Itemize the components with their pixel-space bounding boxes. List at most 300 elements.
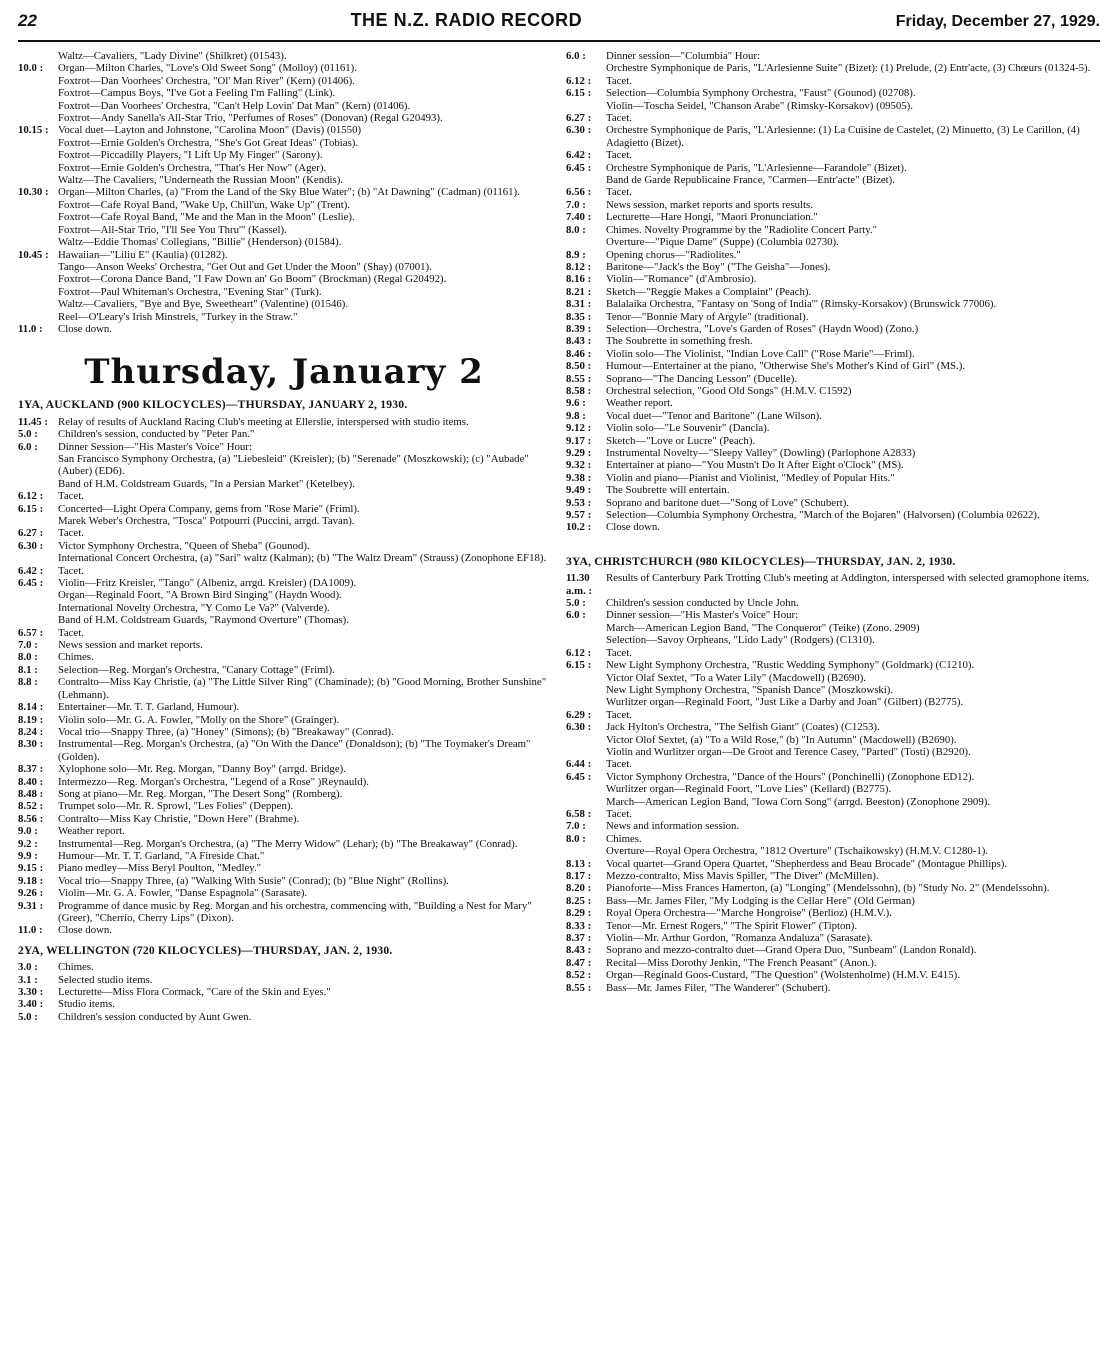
entry-time: 8.52 : — [566, 969, 592, 982]
programme-entry — [566, 944, 1098, 956]
entry-line: Baritone—"Jack's the Boy" ("The Geisha"—Jones). — [606, 260, 831, 273]
entry-time: 6.0 : — [566, 50, 586, 62]
entry-text — [58, 862, 550, 874]
entry-line: Foxtrot—Ernie Golden's Orchestra, "That's Her Now" (Ager). — [58, 161, 327, 174]
entry-text — [606, 447, 1098, 459]
entry-time: 6.27 : — [566, 112, 592, 125]
entry-text — [606, 459, 1098, 471]
entry-time: 9.17 : — [566, 434, 592, 447]
entry-text — [58, 974, 550, 986]
programme-entry — [18, 714, 550, 726]
entry-line: Opening chorus—"Radiolites." — [606, 248, 741, 261]
entry-line: Violin solo—"Le Souvenir" (Dancla). — [606, 422, 770, 435]
entry-time: 11.30 a.m. : — [566, 572, 593, 597]
entry-time: 6.30 : — [566, 124, 592, 137]
programme-entry — [566, 771, 1098, 808]
entry-time: 9.32 : — [566, 459, 592, 472]
entry-line: Tango—Anson Weeks' Orchestra, "Get Out and Get Under the Moon" (Shay) (07001). — [58, 260, 432, 273]
entry-line: International Novelty Orchestra, "Y Como Le Va?" (Valverde). — [58, 601, 330, 614]
programme-list — [566, 50, 1098, 534]
entry-line: Dinner session—"Columbia" Hour: — [606, 50, 760, 62]
entry-time: 3.1 : — [18, 973, 38, 986]
entry-time: 9.31 : — [18, 899, 44, 912]
entry-text — [606, 709, 1098, 721]
issue-date: Friday, December 27, 1929. — [895, 13, 1100, 30]
entry-line: Tacet. — [58, 564, 84, 577]
entry-time: 8.50 : — [566, 360, 592, 373]
entry-line: Chimes. — [58, 961, 94, 974]
entry-line: Violin—Mr. Arthur Gordon, "Romanza Andaluza" (Sarasate). — [606, 932, 873, 945]
header-rule — [18, 40, 1100, 42]
entry-time: 8.46 : — [566, 347, 592, 360]
entry-line: Waltz—The Cavaliers, "Underneath the Russian Moon" (Kendis). — [58, 174, 343, 187]
entry-line: International Concert Orchestra, (a) "Sari" waltz (Kalman); (b) "The Waltz Dream" (Strauss) (Zonophone EF18). — [58, 552, 547, 565]
entry-text — [606, 273, 1098, 285]
programme-entry — [566, 435, 1098, 447]
programme-entry — [566, 870, 1098, 882]
entry-line: Tacet. — [606, 758, 632, 771]
entry-time: 8.14 : — [18, 701, 44, 714]
entry-time: 7.0 : — [566, 198, 586, 211]
entry-time: 10.0 : — [18, 62, 44, 75]
entry-line: Waltz—Cavaliers, "Lady Divine" (Shilkret) (01543). — [58, 50, 287, 62]
entry-time: 8.43 : — [566, 335, 592, 348]
programme-entry — [566, 124, 1098, 149]
entry-text — [606, 335, 1098, 347]
programme-entry — [18, 788, 550, 800]
entry-line: Foxtrot—Paul Whiteman's Orchestra, "Evening Star" (Turk). — [58, 285, 322, 298]
entry-text — [606, 211, 1098, 223]
entry-time: 9.49 : — [566, 484, 592, 497]
entry-time: 8.0 : — [566, 832, 586, 845]
entry-text — [606, 758, 1098, 770]
entry-text — [58, 875, 550, 887]
entry-time: 8.52 : — [18, 800, 44, 813]
entry-line: Dinner session—"His Master's Voice" Hour: — [606, 609, 799, 622]
programme-entry — [18, 490, 550, 502]
programme-entry — [18, 416, 550, 428]
entry-time: 9.9 : — [18, 849, 38, 862]
entry-text — [606, 932, 1098, 944]
entry-line: The Soubrette will entertain. — [606, 484, 730, 497]
entry-time: 10.45 : — [18, 248, 49, 261]
entry-line: Vocal duet—"Tenor and Baritone" (Lane Wilson). — [606, 409, 822, 422]
programme-entry — [18, 639, 550, 651]
entry-line: Close down. — [58, 924, 112, 937]
entry-time: 6.27 : — [18, 527, 44, 540]
programme-entry — [566, 721, 1098, 758]
programme-entry — [18, 763, 550, 775]
entry-text — [58, 763, 550, 775]
left-column — [18, 50, 550, 1023]
entry-line: The Soubrette in something fresh. — [606, 335, 753, 348]
entry-line: New Light Symphony Orchestra, "Rustic Wedding Symphony" (Goldmark) (C1210). — [606, 659, 975, 672]
programme-entry — [18, 577, 550, 627]
programme-entry — [18, 62, 550, 124]
columns — [18, 50, 1100, 1023]
entry-line: Vocal trio—Snappy Three, (a) "Honey" (Simons); (b) "Breakaway" (Conrad). — [58, 725, 394, 738]
entry-text — [606, 509, 1098, 521]
entry-line: Intermezzo—Reg. Morgan's Orchestra, "Legend of a Rose" )Reynauld). — [58, 775, 369, 788]
entry-line: New Light Symphony Orchestra, "Spanish Dance" (Moszkowski). — [606, 683, 894, 696]
entry-line: Foxtrot—Campus Boys, "I've Got a Feeling I'm Falling" (Link). — [58, 87, 336, 100]
entry-line: Instrumental Novelty—"Sleepy Valley" (Dowling) (Parlophone A2833) — [606, 447, 916, 459]
entry-line: Violin—"Romance" (d'Ambrosio). — [606, 273, 757, 286]
entry-line: Victor Symphony Orchestra, "Queen of Sheba" (Gounod). — [58, 539, 310, 552]
entry-line: Tacet. — [58, 490, 84, 503]
entry-text — [58, 577, 550, 627]
programme-entry — [18, 676, 550, 701]
entry-text — [58, 776, 550, 788]
entry-line: Close down. — [58, 322, 112, 335]
entry-text — [58, 664, 550, 676]
entry-text — [606, 186, 1098, 198]
programme-entry — [566, 50, 1098, 75]
entry-text — [58, 441, 550, 491]
entry-time: 6.56 : — [566, 186, 592, 199]
entry-time: 8.8 : — [18, 676, 38, 689]
entry-line: Violin solo—The Violinist, "Indian Love Call" ("Rose Marie"—Friml). — [606, 347, 915, 360]
entry-time: 8.37 : — [18, 763, 44, 776]
entry-time: 6.45 : — [566, 770, 592, 783]
entry-line: Foxtrot—Corona Dance Band, "I Faw Down an' Go Boom" (Brockman) (Regal G20492). — [58, 273, 447, 286]
entry-text — [58, 726, 550, 738]
programme-entry — [18, 701, 550, 713]
programme-entry — [566, 385, 1098, 397]
programme-entry — [566, 286, 1098, 298]
entry-line: Soprano and mezzo-contralto duet—Grand Opera Duo, "Sunbeam" (Landon Ronald). — [606, 944, 977, 957]
entry-text — [606, 249, 1098, 261]
entry-line: Tacet. — [606, 708, 632, 721]
entry-line: Recital—Miss Dorothy Jenkin, "The French Peasant" (Anon.). — [606, 956, 877, 969]
entry-line: Selected studio items. — [58, 973, 153, 986]
entry-time: 5.0 : — [18, 428, 38, 441]
entry-time: 6.29 : — [566, 708, 592, 721]
programme-entry — [566, 907, 1098, 919]
entry-text — [606, 982, 1098, 994]
entry-line: Band de Garde Republicaine France, "Carmen—Entr'acte" (Bizet). — [606, 174, 895, 187]
entry-line: Vocal duet—Layton and Johnstone, "Carolina Moon" (Davis) (01550) — [58, 124, 362, 137]
programme-entry — [566, 484, 1098, 496]
programme-entry — [18, 986, 550, 998]
entry-time: 6.0 : — [566, 609, 586, 622]
entry-text — [606, 647, 1098, 659]
programme-entry — [566, 758, 1098, 770]
programme-entry — [566, 162, 1098, 187]
entry-text — [606, 659, 1098, 709]
entry-text — [606, 771, 1098, 808]
entry-text — [606, 422, 1098, 434]
entry-line: Contralto—Miss Kay Christie, "Down Here" (Brahme). — [58, 812, 300, 825]
entry-line: Song at piano—Mr. Reg. Morgan, "The Desert Song" (Romberg). — [58, 787, 343, 800]
programme-entry — [566, 969, 1098, 981]
entry-text — [606, 969, 1098, 981]
entry-time: 11.45 : — [18, 415, 48, 428]
programme-entry — [18, 627, 550, 639]
entry-line: Tacet. — [606, 74, 632, 87]
entry-text — [606, 895, 1098, 907]
entry-line: Bass—Mr. James Filer, "The Wanderer" (Schubert). — [606, 981, 831, 994]
programme-entry — [566, 211, 1098, 223]
entry-line: Orchestre Symphonique de Paris, "L'Arlesienne: (1) La Cuisine de Castelet, (2) Minuetto, (3) Le Carillon, (4) Adagietto (Bizet). — [606, 124, 1080, 149]
programme-entry — [566, 833, 1098, 858]
entry-text — [606, 820, 1098, 832]
entry-time: 9.8 : — [566, 409, 586, 422]
entry-line: Orchestral selection, "Good Old Songs" (H.M.V. C1592) — [606, 384, 852, 397]
entry-time: 9.53 : — [566, 496, 592, 509]
entry-text — [606, 472, 1098, 484]
programme-entry — [566, 149, 1098, 161]
programme-entry — [566, 647, 1098, 659]
entry-line: Royal Opera Orchestra—"Marche Hongroise" (Berlioz) (H.M.V.). — [606, 907, 892, 920]
programme-entry — [566, 360, 1098, 372]
entry-line: Selection—Orchestra, "Love's Garden of Roses" (Haydn Wood) (Zono.) — [606, 322, 919, 335]
entry-line: Orchestre Symphonique de Paris, "L'Arlesienne—Farandole" (Bizet). — [606, 161, 907, 174]
entry-time: 6.42 : — [18, 564, 44, 577]
programme-entry — [18, 428, 550, 440]
programme-entry — [18, 323, 550, 335]
entry-time: 8.39 : — [566, 322, 592, 335]
entry-line: Victor Symphony Orchestra, "Dance of the Hours" (Ponchinelli) (Zonophone ED12). — [606, 770, 975, 783]
programme-entry — [566, 597, 1098, 609]
entry-line: Violin and piano—Pianist and Violinist, "Medley of Popular Hits." — [606, 471, 895, 484]
entry-text — [58, 249, 550, 323]
entry-line: Programme of dance music by Reg. Morgan and his orchestra, commencing with, "Building a Nest for Mary" (Greer), "Cherrio, Cherry Lips" (Dixon). — [58, 899, 532, 924]
programme-list — [18, 416, 550, 937]
entry-time: 9.15 : — [18, 862, 44, 875]
entry-text — [606, 112, 1098, 124]
entry-line: Violin and Wurlitzer organ—De Groot and Terence Casey, "Parted" (Tosti) (B2920). — [606, 745, 971, 758]
entry-text — [606, 957, 1098, 969]
entry-line: Foxtrot—Piccadilly Players, "I Lift Up My Finger" (Sarony). — [58, 149, 323, 162]
entry-line: Foxtrot—Dan Voorhees' Orchestra, "Ol' Man River" (Kern) (01406). — [58, 74, 355, 87]
entry-time: 3.40 : — [18, 998, 44, 1011]
entry-line: Reel—O'Leary's Irish Minstrels, "Turkey in the Straw." — [58, 310, 298, 323]
entry-line: Instrumental—Reg. Morgan's Orchestra, (a) "On With the Dance" (Donaldson); (b) "The Toymaker's Dream" (Golden). — [58, 738, 531, 763]
programme-list — [566, 572, 1098, 994]
entry-line: Bass—Mr. James Filer, "My Lodging is the Cellar Here" (Old German) — [606, 894, 915, 907]
entry-text — [58, 186, 550, 248]
programme-entry — [566, 397, 1098, 409]
programme-entry — [566, 820, 1098, 832]
programme-entry — [566, 373, 1098, 385]
programme-entry — [566, 609, 1098, 646]
entry-line: Children's session conducted by Uncle John. — [606, 597, 799, 610]
programme-entry — [566, 920, 1098, 932]
entry-line: Weather report. — [58, 825, 125, 838]
entry-line: Foxtrot—Cafe Royal Band, "Wake Up, Chill'un, Wake Up" (Trent). — [58, 198, 351, 211]
entry-line: Selection—Savoy Orpheans, "Lido Lady" (Rodgers) (C1310). — [606, 634, 875, 647]
entry-time: 10.15 : — [18, 124, 49, 137]
entry-time: 8.29 : — [566, 907, 592, 920]
entry-line: News session and market reports. — [58, 639, 203, 652]
entry-text — [606, 609, 1098, 646]
entry-time: 8.16 : — [566, 273, 592, 286]
entry-text — [606, 944, 1098, 956]
entry-time: 8.24 : — [18, 725, 44, 738]
programme-entry — [18, 998, 550, 1010]
entry-text — [58, 825, 550, 837]
entry-line: Organ—Milton Charles, (a) "From the Land of the Sky Blue Water"; (b) "At Dawning" (Cadman) (01161). — [58, 186, 520, 199]
programme-entry — [566, 311, 1098, 323]
entry-line: Marek Weber's Orchestra, "Tosca" Potpourri (Puccini, arrgd. Tavan). — [58, 515, 355, 527]
entry-time: 11.0 : — [18, 322, 43, 335]
entry-line: Instrumental—Reg. Morgan's Orchestra, (a) "The Merry Widow" (Lehar); (b) "The Breakaway" (Conrad). — [58, 837, 518, 850]
entry-line: Chimes. Novelty Programme by the "Radiolite Concert Party." — [606, 223, 878, 236]
programme-entry — [566, 808, 1098, 820]
entry-text — [606, 858, 1098, 870]
entry-line: Concerted—Light Opera Company, gems from "Rose Marie" (Friml). — [58, 502, 360, 515]
programme-entry — [18, 862, 550, 874]
programme-entry — [18, 1011, 550, 1023]
entry-text — [58, 676, 550, 701]
entry-text — [606, 286, 1098, 298]
programme-entry — [18, 924, 550, 936]
programme-entry — [566, 459, 1098, 471]
entry-text — [58, 714, 550, 726]
entry-line: Humour—Mr. T. T. Garland, "A Fireside Chat." — [58, 849, 265, 862]
entry-time: 9.2 : — [18, 837, 38, 850]
entry-line: Wurlitzer organ—Reginald Foort, "Love Lies" (Kellard) (B2775). — [606, 783, 892, 796]
entry-time: 6.45 : — [18, 577, 44, 590]
entry-text — [58, 428, 550, 440]
entry-time: 6.58 : — [566, 807, 592, 820]
programme-entry — [18, 124, 550, 186]
programme-entry — [18, 441, 550, 491]
entry-time: 6.15 : — [566, 659, 592, 672]
entry-line: Sketch—"Love or Lucre" (Peach). — [606, 434, 756, 447]
entry-text — [58, 998, 550, 1010]
entry-line: Overture—Royal Opera Orchestra, "1812 Overture" (Tschaikowsky) (H.M.V. C1280-1). — [606, 845, 989, 858]
entry-text — [606, 410, 1098, 422]
entry-text — [606, 721, 1098, 758]
entry-line: Jack Hylton's Orchestra, "The Selfish Giant" (Coates) (C1253). — [606, 721, 880, 734]
entry-line: Xylophone solo—Mr. Reg. Morgan, "Danny Boy" (arrgd. Bridge). — [58, 763, 346, 776]
entry-line: Tacet. — [58, 527, 84, 540]
entry-line: Chimes. — [58, 651, 94, 664]
entry-line: Violin—Mr. G. A. Fowler, "Danse Espagnola" (Sarasate). — [58, 887, 308, 900]
entry-text — [606, 124, 1098, 149]
entry-line: Mezzo-contralto, Miss Mavis Spiller, "The Diver" (McMillen). — [606, 870, 879, 882]
entry-text — [606, 348, 1098, 360]
station-heading-2ya: 2YA, WELLINGTON (720 KILOCYCLES)—THURSDAY, JAN. 2, 1930. — [18, 943, 393, 957]
entry-time: 8.0 : — [18, 651, 38, 664]
entry-text — [58, 788, 550, 800]
entry-time: 6.30 : — [18, 539, 44, 552]
entry-time: 8.31 : — [566, 298, 592, 311]
entry-time: 10.30 : — [18, 186, 49, 199]
day-heading: Thursday, January 2 — [84, 352, 484, 393]
entry-time: 8.55 : — [566, 372, 592, 385]
entry-text — [58, 62, 550, 124]
entry-text — [606, 397, 1098, 409]
entry-time: 9.57 : — [566, 509, 592, 522]
entry-line: Children's session conducted by Aunt Gwen. — [58, 1010, 252, 1023]
entry-line: Tacet. — [606, 149, 632, 162]
entry-text — [606, 833, 1098, 858]
entry-time: 8.19 : — [18, 713, 44, 726]
entry-line: Band of H.M. Coldstream Guards, "Raymond Overture" (Thomas). — [58, 614, 349, 627]
entry-line: Weather report. — [606, 397, 673, 410]
entry-line: Foxtrot—Andy Sanella's All-Star Trio, "Perfumes of Roses" (Donovan) (Regal G20493). — [58, 112, 443, 125]
entry-time: 8.21 : — [566, 285, 592, 298]
programme-entry — [566, 509, 1098, 521]
entry-line: Violin solo—Mr. G. A. Fowler, "Molly on the Shore" (Grainger). — [58, 713, 340, 726]
entry-text — [606, 484, 1098, 496]
entry-time: 7.40 : — [566, 211, 592, 224]
programme-entry — [18, 186, 550, 248]
entry-line: Waltz—Cavaliers, "Bye and Bye, Sweetheart" (Valentine) (01546). — [58, 298, 349, 311]
entry-time: 8.9 : — [566, 248, 586, 261]
programme-entry — [18, 50, 550, 62]
programme-entry — [566, 497, 1098, 509]
entry-line: Tacet. — [606, 186, 632, 199]
entry-line: Foxtrot—All-Star Trio, "I'll See You Thru'" (Kassel). — [58, 223, 287, 236]
entry-line: Selection—Reg. Morgan's Orchestra, "Canary Cottage" (Friml). — [58, 663, 335, 676]
entry-text — [606, 360, 1098, 372]
entry-text — [606, 870, 1098, 882]
entry-line: Overture—"Pique Dame" (Suppe) (Columbia 02730). — [606, 236, 839, 249]
entry-text — [58, 527, 550, 539]
programme-entry — [18, 664, 550, 676]
entry-time: 6.44 : — [566, 758, 592, 771]
entry-line: News and information session. — [606, 820, 740, 833]
programme-entry — [566, 87, 1098, 112]
programme-entry — [566, 261, 1098, 273]
entry-text — [606, 323, 1098, 335]
entry-time: 8.12 : — [566, 260, 592, 273]
entry-text — [58, 503, 550, 528]
entry-line: Foxtrot—Dan Voorhees' Orchestra, "Can't Help Lovin' Dat Man" (Kern) (01406). — [58, 99, 411, 112]
entry-line: Band of H.M. Coldstream Guards, "In a Persian Market" (Ketelbey). — [58, 477, 355, 490]
programme-entry — [566, 410, 1098, 422]
entry-time: 6.30 : — [566, 721, 592, 734]
entry-time: 8.40 : — [18, 775, 44, 788]
entry-time: 8.33 : — [566, 919, 592, 932]
entry-line: Tacet. — [606, 807, 632, 820]
entry-time: 9.6 : — [566, 397, 586, 410]
entry-text — [606, 521, 1098, 533]
programme-entry — [18, 813, 550, 825]
entry-time: 3.0 : — [18, 961, 38, 974]
entry-time: 8.30 : — [18, 738, 44, 751]
entry-text — [58, 887, 550, 899]
entry-text — [606, 435, 1098, 447]
entry-text — [606, 149, 1098, 161]
entry-line: Vocal quartet—Grand Opera Quartet, "Shepherdess and Beau Brocade" (Montague Phillips). — [606, 857, 1008, 870]
entry-line: Entertainer—Mr. T. T. Garland, Humour). — [58, 701, 240, 714]
entry-time — [18, 50, 58, 62]
programme-entry — [18, 900, 550, 925]
entry-line: Children's session, conducted by "Peter Pan." — [58, 428, 255, 441]
programme-entry — [566, 858, 1098, 870]
entry-text — [58, 900, 550, 925]
entry-time: 5.0 : — [18, 1010, 38, 1023]
programme-entry — [566, 335, 1098, 347]
programme-entry — [566, 957, 1098, 969]
entry-time: 6.57 : — [18, 626, 44, 639]
entry-line: Studio items. — [58, 998, 115, 1011]
entry-line: March—American Legion Band, "The Conqueror" (Teike) (Zono. 2909) — [606, 621, 920, 634]
entry-time: 8.37 : — [566, 932, 592, 945]
entry-line: March—American Legion Band, "Iowa Corn Song" (arrgd. Beeston) (Zonophone 2909). — [606, 795, 991, 808]
entry-text — [58, 850, 550, 862]
entry-line: Piano medley—Miss Beryl Poulton, "Medley." — [58, 862, 262, 875]
entry-time: 8.25 : — [566, 894, 592, 907]
entry-line: Lecturette—Hare Hongi, "Maori Pronunciation." — [606, 211, 818, 224]
entry-line: Chimes. — [606, 832, 642, 845]
entry-time: 8.17 : — [566, 870, 592, 882]
